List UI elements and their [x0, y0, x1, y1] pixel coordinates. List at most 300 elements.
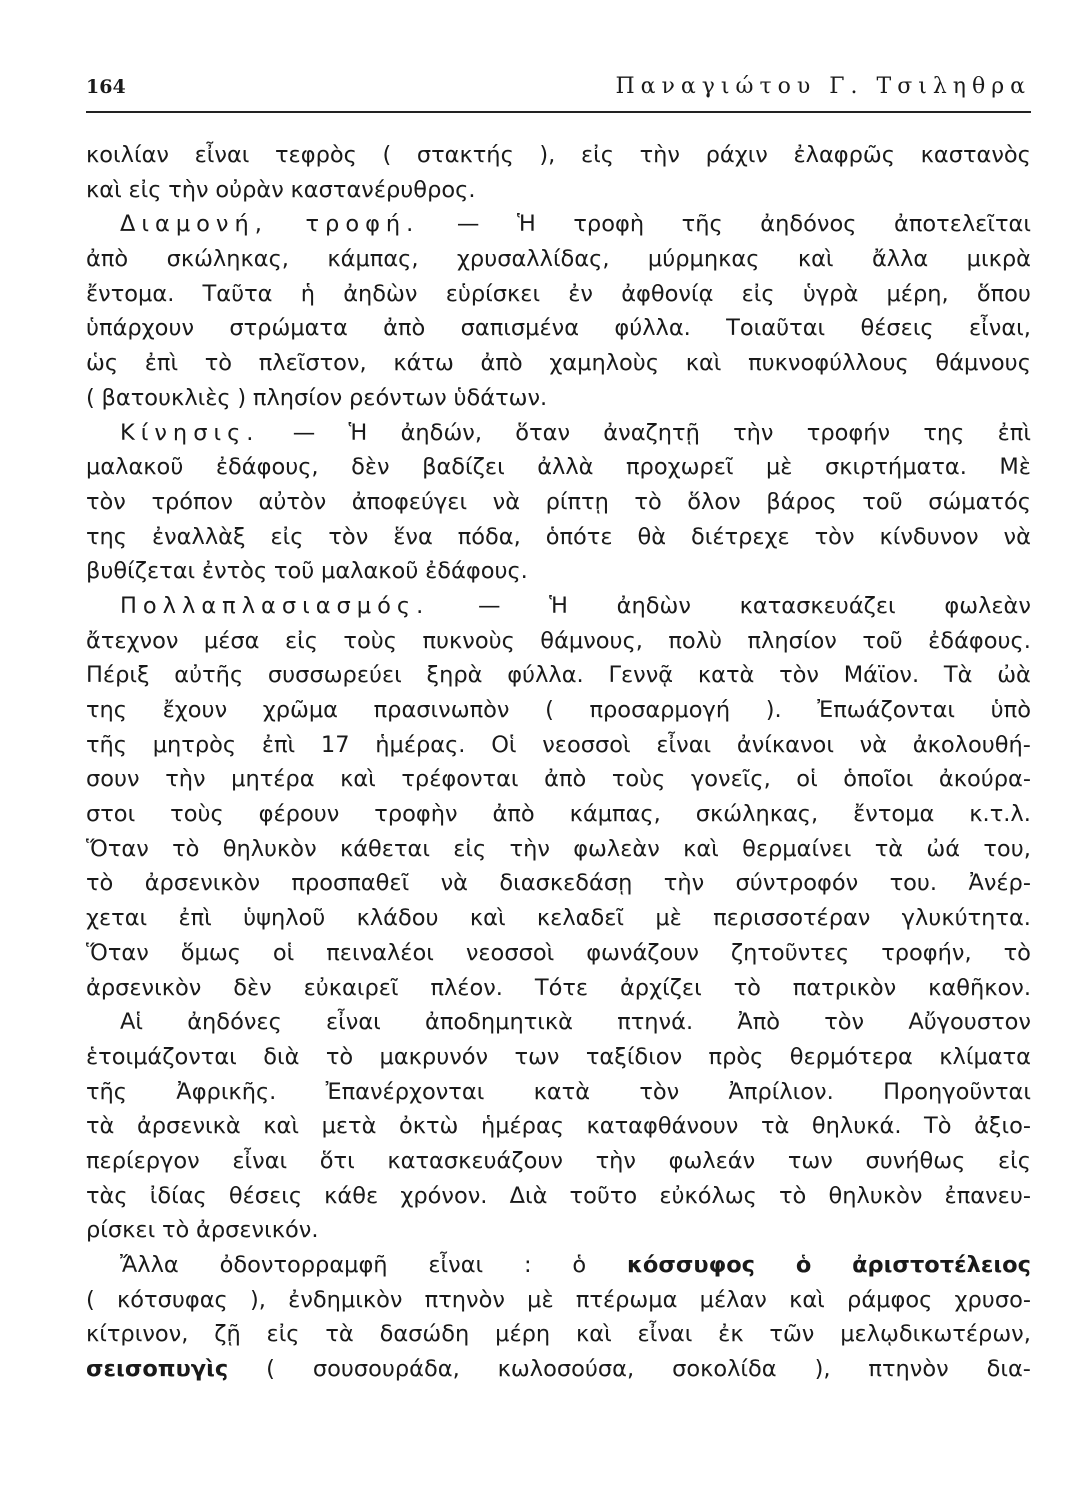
- text-line: [86, 138, 1031, 173]
- text-word: τὰ: [874, 835, 904, 862]
- text-line: [86, 1144, 1031, 1179]
- text-word: τοῦτο: [569, 1182, 638, 1209]
- text-word: κίτρινον,: [86, 1321, 189, 1348]
- text-word: τρέφονται: [401, 766, 519, 793]
- text-line: [86, 866, 1031, 901]
- text-word: ὠά: [926, 835, 961, 862]
- text-word: Ταῦτα: [202, 280, 273, 307]
- text-word: θερμότερα: [789, 1043, 913, 1070]
- text-word: μέρη: [495, 1321, 551, 1348]
- text-word: ).: [765, 697, 782, 723]
- text-word: σουν: [86, 766, 140, 793]
- text-word: κατασκευάζουν: [387, 1147, 563, 1174]
- text-word: σαπισμένα: [460, 315, 580, 342]
- text-word: ἀπὸ: [492, 801, 535, 828]
- text-word: εἰς: [266, 1321, 300, 1348]
- text-word: ἀηδόνες: [187, 1009, 282, 1036]
- text-word: ἐπὶ: [144, 350, 179, 377]
- text-word: ἐδάφους,: [215, 454, 319, 481]
- text-word: χεται: [86, 905, 148, 932]
- text-line: [86, 762, 1031, 797]
- text-word: θέσεις: [860, 315, 934, 342]
- text-word: ἀηδών,: [400, 419, 483, 446]
- text-word: τὸ: [733, 974, 761, 1001]
- text-word: ξηρὰ: [426, 662, 483, 689]
- text-word: Αὔγουστον: [908, 1009, 1031, 1036]
- text-word: εἶναι: [428, 1252, 484, 1278]
- text-word: Αἱ: [120, 1009, 144, 1036]
- text-word: κάμπας,: [569, 801, 661, 828]
- text-word: τροφήν,: [881, 939, 972, 966]
- text-line: [86, 346, 1031, 381]
- text-word: εἶναι: [637, 1321, 693, 1348]
- text-line: [86, 728, 1031, 763]
- text-word: ἀπὸ: [86, 246, 129, 273]
- text-word: μέρη,: [886, 280, 949, 307]
- text-line: [86, 1352, 1031, 1387]
- text-word: καστανὸς: [920, 142, 1031, 168]
- text-word: —: [292, 419, 316, 446]
- text-word: ἐκ: [718, 1321, 744, 1348]
- text-word: (: [266, 1356, 275, 1383]
- text-word: δια-: [986, 1356, 1031, 1383]
- text-word: ): [237, 384, 247, 411]
- text-word: εἰς: [270, 523, 304, 550]
- text-word: βυθίζεται: [86, 558, 196, 585]
- text-word: τὴν: [595, 1147, 636, 1174]
- text-word: κλίματα: [939, 1043, 1031, 1070]
- text-word: τὰ: [760, 1113, 790, 1140]
- text-word: μύρμηκας: [647, 246, 760, 273]
- text-word: ἀφθονίᾳ: [621, 280, 714, 307]
- text-word: ἀηδόνος: [760, 211, 857, 238]
- text-word: ρίσκει: [86, 1217, 156, 1244]
- text-word: ἔχουν: [162, 697, 228, 723]
- text-word: Μάϊον.: [843, 662, 920, 689]
- text-word: Ἀπὸ: [737, 1009, 781, 1036]
- running-head: Παναγιώτου Γ. Τσιληθρα: [615, 74, 1031, 99]
- text-word: ὑψηλοῦ: [243, 905, 326, 932]
- text-word: τὸ: [1003, 939, 1031, 966]
- text-word: ἀρσενικόν.: [196, 1217, 319, 1244]
- text-word: διέτρεχε: [691, 523, 790, 550]
- text-word: φύλλα.: [507, 662, 584, 689]
- text-line: [86, 658, 1031, 693]
- text-word: Κίνησις.: [120, 419, 260, 446]
- text-word: τροφή.: [305, 211, 420, 238]
- text-word: Ὅταν: [86, 835, 149, 862]
- text-line: [86, 832, 1031, 867]
- text-word: ),: [539, 142, 556, 168]
- text-word: ἀρσενικὸν: [86, 974, 202, 1001]
- text-word: οἱ: [796, 766, 818, 793]
- text-word: του.: [889, 870, 938, 897]
- text-word: ράχιν: [705, 142, 768, 168]
- text-word: τοὺς: [170, 801, 224, 828]
- text-word: ἀρσενικὸν: [144, 870, 261, 897]
- text-word: περισσοτέραν: [713, 905, 871, 932]
- text-word: τὴν: [663, 870, 705, 897]
- text-word: νὰ: [492, 488, 521, 515]
- text-word: προσαρμογή: [589, 697, 731, 723]
- text-word: τρόπον: [151, 488, 233, 515]
- text-word: εἰς: [284, 627, 318, 654]
- text-word: καὶ: [789, 1286, 825, 1313]
- text-word: ἐπὶ: [997, 419, 1031, 446]
- text-word: μὲ: [765, 454, 793, 481]
- text-word: βάρος: [766, 488, 837, 515]
- text-word: πρὸς: [708, 1043, 764, 1070]
- header-rule: [86, 111, 1031, 113]
- text-word: ὁποῖοι: [843, 766, 914, 793]
- text-word: τὸν: [814, 523, 855, 550]
- text-word: της: [923, 419, 965, 446]
- text-word: Οἱ: [491, 731, 517, 758]
- text-word: πατρικὸν: [792, 974, 897, 1001]
- text-word: νὰ: [859, 731, 888, 758]
- text-word: κωλοσούσα,: [497, 1356, 635, 1383]
- text-word: ),: [814, 1356, 831, 1383]
- text-line: [86, 1075, 1031, 1110]
- text-word: φωλεὰν: [944, 592, 1031, 619]
- text-word: τὸν: [86, 488, 126, 515]
- text-line: [86, 485, 1031, 520]
- text-word: πλέον.: [430, 974, 503, 1001]
- text-word: θηλυκά.: [811, 1113, 902, 1140]
- text-word: ἡμέρας: [480, 1113, 564, 1140]
- text-word: μαλακοῦ: [86, 454, 184, 481]
- text-word: Διὰ: [509, 1182, 548, 1209]
- text-word: ἡ: [300, 280, 315, 307]
- page-header: [86, 74, 1031, 104]
- text-word: κατὰ: [697, 662, 755, 689]
- text-word: ὠὰ: [997, 662, 1031, 689]
- text-word: πλεῖστον,: [258, 350, 367, 377]
- text-word: πτέρωμα: [575, 1286, 678, 1313]
- text-word: ρεόντων: [349, 384, 447, 411]
- text-word: πλησίον: [252, 384, 343, 411]
- text-word: καὶ: [263, 1113, 300, 1140]
- text-word: ἀποτελεῖται: [894, 211, 1031, 238]
- text-line: [86, 971, 1031, 1006]
- text-word: εἰς: [741, 280, 775, 307]
- text-word: τοῦ: [862, 488, 903, 515]
- text-word: αὐτὸν: [258, 488, 327, 515]
- text-word: μαλακοῦ: [321, 558, 419, 585]
- text-word: Ἄλλα: [120, 1252, 179, 1278]
- text-word: θάμνους,: [540, 627, 643, 654]
- text-word: ὑπὸ: [990, 697, 1031, 723]
- text-word: τὸ: [204, 350, 233, 377]
- text-word: ἐπὶ: [178, 905, 212, 932]
- text-word: μητρὸς: [152, 731, 237, 758]
- text-word: ὑδάτων.: [453, 384, 548, 411]
- text-word: θηλυκὸν: [828, 1182, 923, 1209]
- text-word: καταφθάνουν: [586, 1113, 739, 1140]
- text-word: ἀπὸ: [480, 350, 523, 377]
- text-word: σώματός: [928, 488, 1031, 515]
- text-word: εὑρίσκει: [445, 280, 541, 307]
- text-word: ἐπὶ: [261, 731, 296, 758]
- text-word: ράμφος: [847, 1286, 933, 1313]
- text-word: (: [86, 384, 95, 411]
- text-word: νεοσσοὶ: [542, 731, 631, 758]
- text-word: τὸν: [328, 523, 369, 550]
- text-word: τὸν: [824, 1009, 865, 1036]
- text-word: μακρυνόν: [379, 1043, 489, 1070]
- text-word: φωλεὰν: [573, 835, 660, 862]
- text-word: του,: [983, 835, 1031, 862]
- text-word: εὐκόλως: [659, 1182, 757, 1209]
- text-word: ὁπότε: [545, 523, 613, 550]
- text-word: συσσωρεύει: [267, 662, 402, 689]
- text-word: ἔντομα.: [86, 280, 175, 307]
- text-line: [86, 277, 1031, 312]
- text-word: Τοιαῦται: [726, 315, 826, 342]
- text-word: της: [86, 523, 128, 550]
- text-word: τοῦ: [862, 627, 903, 654]
- text-line: [86, 520, 1031, 555]
- text-word: ἡμέρας.: [375, 731, 466, 758]
- text-word: πόδα,: [457, 523, 521, 550]
- text-word: της: [86, 697, 128, 723]
- text-word: πτηνὸν: [424, 1286, 505, 1313]
- text-word: συνήθως: [865, 1147, 966, 1174]
- text-word: σοκολίδα: [672, 1356, 777, 1383]
- text-word: στοι: [86, 801, 136, 828]
- text-word: εἰς: [128, 176, 162, 203]
- text-word: ἀπὸ: [383, 315, 426, 342]
- text-word: τῆς: [86, 1078, 128, 1105]
- text-word: καθῆκον.: [928, 974, 1031, 1001]
- text-word: εἰς: [998, 1147, 1031, 1174]
- text-word: ὅπου: [976, 280, 1031, 307]
- text-word: θηλυκὸν: [222, 835, 317, 862]
- text-word: τοὺς: [343, 627, 397, 654]
- text-word: καὶ: [469, 905, 506, 932]
- text-line: [86, 589, 1031, 624]
- text-word: ὁ: [795, 1252, 812, 1278]
- text-line: [86, 416, 1031, 451]
- text-word: χρυσο-: [954, 1286, 1031, 1313]
- text-word: πειναλέοι: [326, 939, 434, 966]
- text-word: χρυσαλλίδας,: [456, 246, 610, 273]
- text-word: καὶ: [340, 766, 376, 793]
- text-word: τροφὴ: [573, 211, 645, 238]
- text-line: [86, 1179, 1031, 1214]
- text-word: ἐδάφους.: [928, 627, 1031, 654]
- text-word: —: [456, 211, 480, 238]
- text-word: (: [545, 697, 554, 723]
- text-word: φωλεάν: [668, 1147, 756, 1174]
- text-word: τοὺς: [611, 766, 666, 793]
- text-word: στακτής: [416, 142, 514, 168]
- text-word: μέσα: [203, 627, 260, 654]
- text-word: κατασκευάζει: [739, 592, 896, 619]
- text-word: τὸ: [779, 1182, 807, 1209]
- text-word: ἀκολουθή-: [912, 731, 1031, 758]
- text-word: κόσσυφος: [626, 1252, 756, 1278]
- text-word: μέλαν: [699, 1286, 767, 1313]
- text-word: τῆς: [86, 731, 128, 758]
- text-word: ὅτι: [319, 1147, 355, 1174]
- text-word: ἐν: [568, 280, 593, 307]
- text-word: δασώδη: [379, 1321, 470, 1348]
- text-line: [86, 1213, 1031, 1248]
- text-word: περίεργον: [86, 1147, 200, 1174]
- text-word: ὑπάρχουν: [86, 315, 195, 342]
- text-word: ὅμως: [180, 939, 241, 966]
- text-word: —: [477, 592, 501, 619]
- text-word: τὸ: [634, 488, 662, 515]
- text-word: καὶ: [685, 350, 722, 377]
- text-word: χρῶμα: [262, 697, 339, 723]
- text-word: κάτω: [393, 350, 454, 377]
- text-word: ἔντομα: [853, 801, 935, 828]
- text-word: εἶναι,: [968, 315, 1031, 342]
- text-word: ἀκούρα-: [938, 766, 1031, 793]
- text-word: ἐντὸς: [201, 558, 268, 585]
- text-word: τῶν: [769, 1321, 815, 1348]
- text-word: χαμηλοὺς: [549, 350, 660, 377]
- text-word: τὸ: [325, 1043, 354, 1070]
- text-word: τὴν: [733, 419, 774, 446]
- text-line: [86, 1005, 1031, 1040]
- text-word: γλυκύτητα.: [901, 905, 1031, 932]
- text-word: τὸ: [86, 870, 114, 897]
- body-text: [86, 138, 1031, 1387]
- text-word: ἀνίκανοι: [736, 731, 834, 758]
- text-word: προχωρεῖ: [625, 454, 734, 481]
- text-word: νὰ: [1003, 523, 1031, 550]
- text-word: ταξίδιον: [585, 1043, 683, 1070]
- text-word: Ἡ: [517, 211, 536, 238]
- text-word: γονεῖς,: [690, 766, 771, 793]
- text-word: ἀπὸ: [544, 766, 587, 793]
- text-word: Ἐπανέρχονται: [325, 1078, 485, 1105]
- text-word: φωνάζουν: [586, 939, 699, 966]
- text-word: Ἡ: [348, 419, 368, 446]
- text-word: ἐνδημικὸν: [288, 1286, 403, 1313]
- text-word: Τὰ: [943, 662, 973, 689]
- text-word: εἶναι: [325, 1009, 381, 1036]
- text-word: ρίπτῃ: [545, 488, 609, 515]
- text-word: Προηγοῦνται: [883, 1078, 1031, 1105]
- text-line: [86, 624, 1031, 659]
- text-word: κοιλίαν: [86, 142, 169, 168]
- text-word: (: [86, 1286, 95, 1313]
- text-word: ἀλλὰ: [537, 454, 594, 481]
- text-word: κάμπας,: [327, 246, 419, 273]
- text-word: ἀρχίζει: [619, 974, 702, 1001]
- text-word: εἶναι: [232, 1147, 288, 1174]
- text-line: [86, 242, 1031, 277]
- text-word: :: [523, 1252, 532, 1278]
- text-word: 17: [320, 731, 350, 758]
- text-line: [86, 797, 1031, 832]
- text-line: [86, 1109, 1031, 1144]
- text-word: ὑγρὰ: [802, 280, 859, 307]
- text-word: εἶναι: [656, 731, 712, 758]
- text-word: σκώληκας,: [166, 246, 289, 273]
- text-word: σεισοπυγὶς: [86, 1356, 229, 1383]
- text-word: Ἀφρικῆς.: [176, 1078, 277, 1105]
- text-word: ζῇ: [214, 1321, 241, 1348]
- text-word: τὰ: [325, 1321, 354, 1348]
- text-word: μελῳδικωτέρων,: [840, 1321, 1031, 1348]
- text-word: ἀξιο-: [974, 1113, 1031, 1140]
- text-word: Διαμονή,: [120, 211, 268, 238]
- text-word: οὐρὰν: [215, 176, 284, 203]
- text-line: [86, 1248, 1031, 1283]
- text-word: ἀηδὼν: [616, 592, 691, 619]
- text-word: (: [382, 142, 392, 168]
- text-word: Τὸ: [924, 1113, 952, 1140]
- text-line: [86, 554, 1031, 589]
- text-word: ),: [249, 1286, 266, 1313]
- text-word: νὰ: [440, 870, 468, 897]
- text-word: μητέρα: [231, 766, 315, 793]
- text-word: ἐπανευ-: [944, 1182, 1031, 1209]
- text-word: πτηνὸν: [868, 1356, 949, 1383]
- text-word: Γεννᾷ: [608, 662, 674, 689]
- text-word: ἐλαφρῶς: [793, 142, 895, 168]
- text-word: κ.τ.λ.: [969, 801, 1031, 828]
- text-word: τεφρὸς: [275, 142, 357, 168]
- text-word: τὰς: [86, 1182, 128, 1209]
- text-word: Τότε: [534, 974, 589, 1001]
- text-word: πυκνοφύλλους: [748, 350, 909, 377]
- text-word: σκιρτήματα.: [824, 454, 967, 481]
- text-line: [86, 311, 1031, 346]
- text-word: ἀποδημητικὰ: [424, 1009, 573, 1036]
- text-word: καὶ: [797, 246, 834, 273]
- text-word: κλάδου: [356, 905, 439, 932]
- text-word: εἶναι: [194, 142, 250, 168]
- text-word: βατουκλιὲς: [101, 384, 231, 411]
- text-word: φέρουν: [258, 801, 340, 828]
- text-line: [86, 1283, 1031, 1318]
- text-word: οἱ: [272, 939, 295, 966]
- text-word: δὲν: [233, 974, 272, 1001]
- text-word: πτηνά.: [617, 1009, 694, 1036]
- text-word: Πολλαπλασιασμός.: [120, 592, 430, 619]
- text-word: εὐκαιρεῖ: [303, 974, 399, 1001]
- text-word: ὁ: [572, 1252, 587, 1278]
- text-word: πλησίον: [747, 627, 837, 654]
- text-word: καὶ: [575, 1321, 612, 1348]
- text-word: τὸ: [161, 1217, 190, 1244]
- text-word: καστανέρυθρος.: [290, 176, 476, 203]
- text-word: Ἐπωάζονται: [817, 697, 956, 723]
- text-word: τοῦ: [273, 558, 315, 585]
- text-word: τροφήν: [806, 419, 891, 446]
- text-word: εἰς: [453, 835, 487, 862]
- text-word: σύντροφόν: [735, 870, 859, 897]
- text-word: Μὲ: [999, 454, 1031, 481]
- text-word: πρασινωπὸν: [373, 697, 510, 723]
- text-line: [86, 693, 1031, 728]
- text-word: ἐδάφους.: [425, 558, 528, 585]
- text-word: δὲν: [351, 454, 390, 481]
- text-word: καὶ: [683, 835, 719, 862]
- text-line: [86, 901, 1031, 936]
- text-word: Ἀνέρ-: [968, 870, 1031, 897]
- text-word: των: [514, 1043, 560, 1070]
- text-word: εἰς: [580, 142, 614, 168]
- text-word: προσπαθεῖ: [291, 870, 410, 897]
- text-word: θάμνους: [935, 350, 1031, 377]
